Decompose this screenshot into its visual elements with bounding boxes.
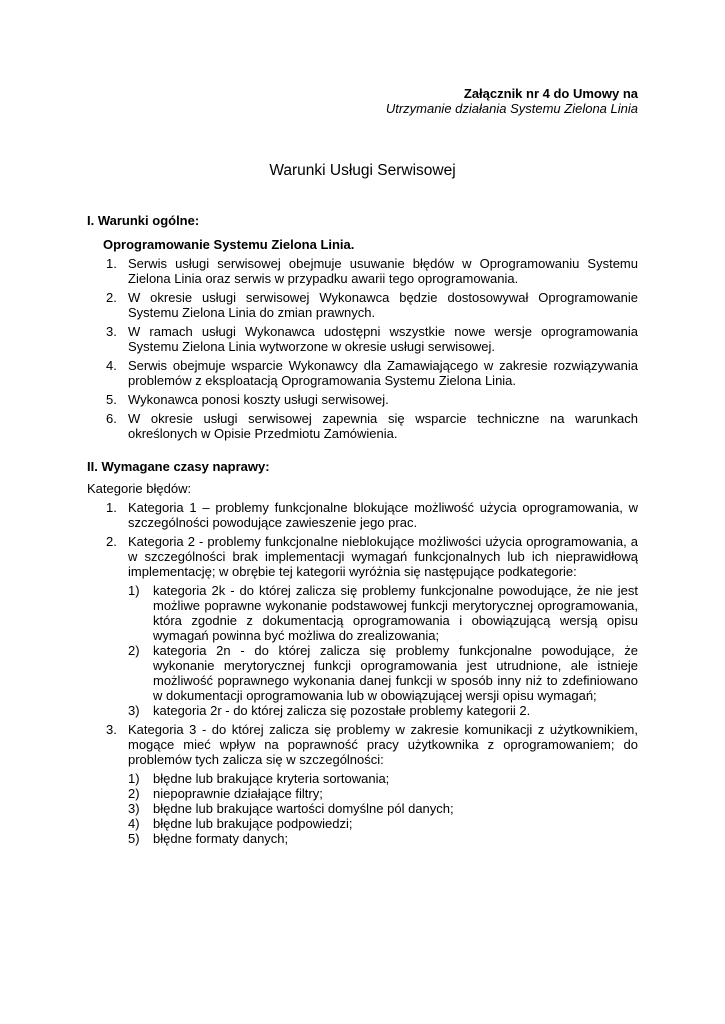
list-item: 3. Kategoria 3 - do której zalicza się problemy w zakresie komunikacji z użytkownikiem, mogące mieć wpływ na poprawność pracy użytkownika z oprogramowaniem; do problemów tych zalicza się w szczególności: 1) błędne lub brakujące kryteria sortowania; 2) niepoprawnie działające filtry; 3) błędne lub brakujące wartości domyślne pól danych; 4) błędne lub brakujące podpowiedzi; 5) błędne formaty danych; — [106, 722, 638, 846]
general-terms-list — [87, 256, 638, 441]
sub-list-item: 1) kategoria 2k - do której zalicza się problemy funkcjonalne powodujące, że nie jest możliwe poprawne wykonanie podstawowej funkcji merytorycznej oprogramowania, która zgodnie z dokumentacją oprogramowania i obowiązującą wersją opisu wymagań powinna być możliwa do zrealizowania; — [128, 583, 638, 643]
list-item: 1. Serwis usługi serwisowej obejmuje usuwanie błędów w Oprogramowaniu Systemu Zielona Linia oraz serwis w przypadku awarii tego oprogramowania. — [106, 256, 638, 286]
sub-list-item: 3) kategoria 2r - do której zalicza się pozostałe problemy kategorii 2. — [128, 703, 531, 718]
sub-list-item: 3) błędne lub brakujące wartości domyślne pól danych; — [128, 801, 454, 816]
section-1-subheading: Oprogramowanie Systemu Zielona Linia. — [103, 237, 355, 252]
contract-subject: Utrzymanie działania Systemu Zielona Linia — [385, 101, 638, 116]
list-item: 4. Serwis obejmuje wsparcie Wykonawcy dla Zamawiającego w zakresie rozwiązywania problemów z eksploatacją Oprogramowania Systemu Zielona Linia. — [106, 358, 638, 388]
document-title: Warunki Usługi Serwisowej — [269, 162, 456, 179]
list-item: 1. Kategoria 1 – problemy funkcjonalne blokujące możliwość użycia oprogramowania, w szczególności powodujące zawieszenie jego prac. — [106, 500, 638, 530]
sub-list-item: 2) kategoria 2n - do której zalicza się problemy funkcjonalne powodujące, że wykonanie merytorycznej funkcji oprogramowania jest utrudnione, ale istnieje możliwość poprawnego wykonania danej funkcji w sposób inny niż to zdefiniowano w dokumentacji oprogramowania lub w obowiązującej wersji opisu wymagań; — [128, 643, 638, 703]
list-item: 6. W okresie usługi serwisowej zapewnia się wsparcie techniczne na warunkach określonych w Opisie Przedmiotu Zamówienia. — [106, 411, 638, 441]
sub-list-item: 4) błędne lub brakujące podpowiedzi; — [128, 816, 353, 831]
sub-list-item: 2) niepoprawnie działające filtry; — [128, 786, 323, 801]
list-item: 2. W okresie usługi serwisowej Wykonawca będzie dostosowywał Oprogramowanie Systemu Zielona Linia do zmian prawnych. — [106, 290, 638, 320]
document-body — [87, 213, 638, 850]
category-3-problems — [128, 771, 638, 846]
list-item: 3. W ramach usługi Wykonawca udostępni wszystkie nowe wersje oprogramowania Systemu Zielona Linia wytworzone w okresie usługi serwisowej. — [106, 324, 638, 354]
categories-label: Kategorie błędów: — [87, 481, 192, 496]
sub-list-item: 5) błędne formaty danych; — [128, 831, 289, 846]
error-categories-list — [87, 500, 638, 846]
sub-list-item: 1) błędne lub brakujące kryteria sortowania; — [128, 771, 390, 786]
list-item: 5. Wykonawca ponosi koszty usługi serwisowej. — [106, 392, 389, 407]
section-1-heading: I. Warunki ogólne: — [87, 213, 200, 228]
annex-header — [386, 86, 638, 116]
category-2-subcategories — [128, 583, 638, 718]
list-item: 2. Kategoria 2 - problemy funkcjonalne nieblokujące możliwości użycia oprogramowania, a w szczególności brak implementacji wymagań funkcjonalnych lub ich nieprawidłową implementację; w obrębie tej kategorii wyróżnia się następujące podkategorie: 1) kategoria 2k - do której zalicza się problemy funkcjonalne powodujące, że nie jest możliwe poprawne wykonanie podstawowej funkcji merytorycznej oprogramowania, która zgodnie z dokumentacją oprogramowania i obowiązującą wersją opisu wymagań powinna być możliwa do zrealizowania; 2) kategoria 2n - do której zalicza się problemy funkcjonalne powodujące, że wykonanie merytorycznej funkcji oprogramowania jest utrudnione, ale istnieje możliwość poprawnego wykonania danej funkcji w sposób inny niż to zdefiniowano w dokumentacji oprogramowania lub w obowiązującej wersji opisu wymagań; 3) kategoria 2r - do której zalicza się pozostałe problemy kategorii 2. — [106, 534, 638, 718]
section-2-heading: II. Wymagane czasy naprawy: — [87, 459, 270, 474]
annex-number: Załącznik nr 4 do Umowy na — [463, 86, 638, 101]
